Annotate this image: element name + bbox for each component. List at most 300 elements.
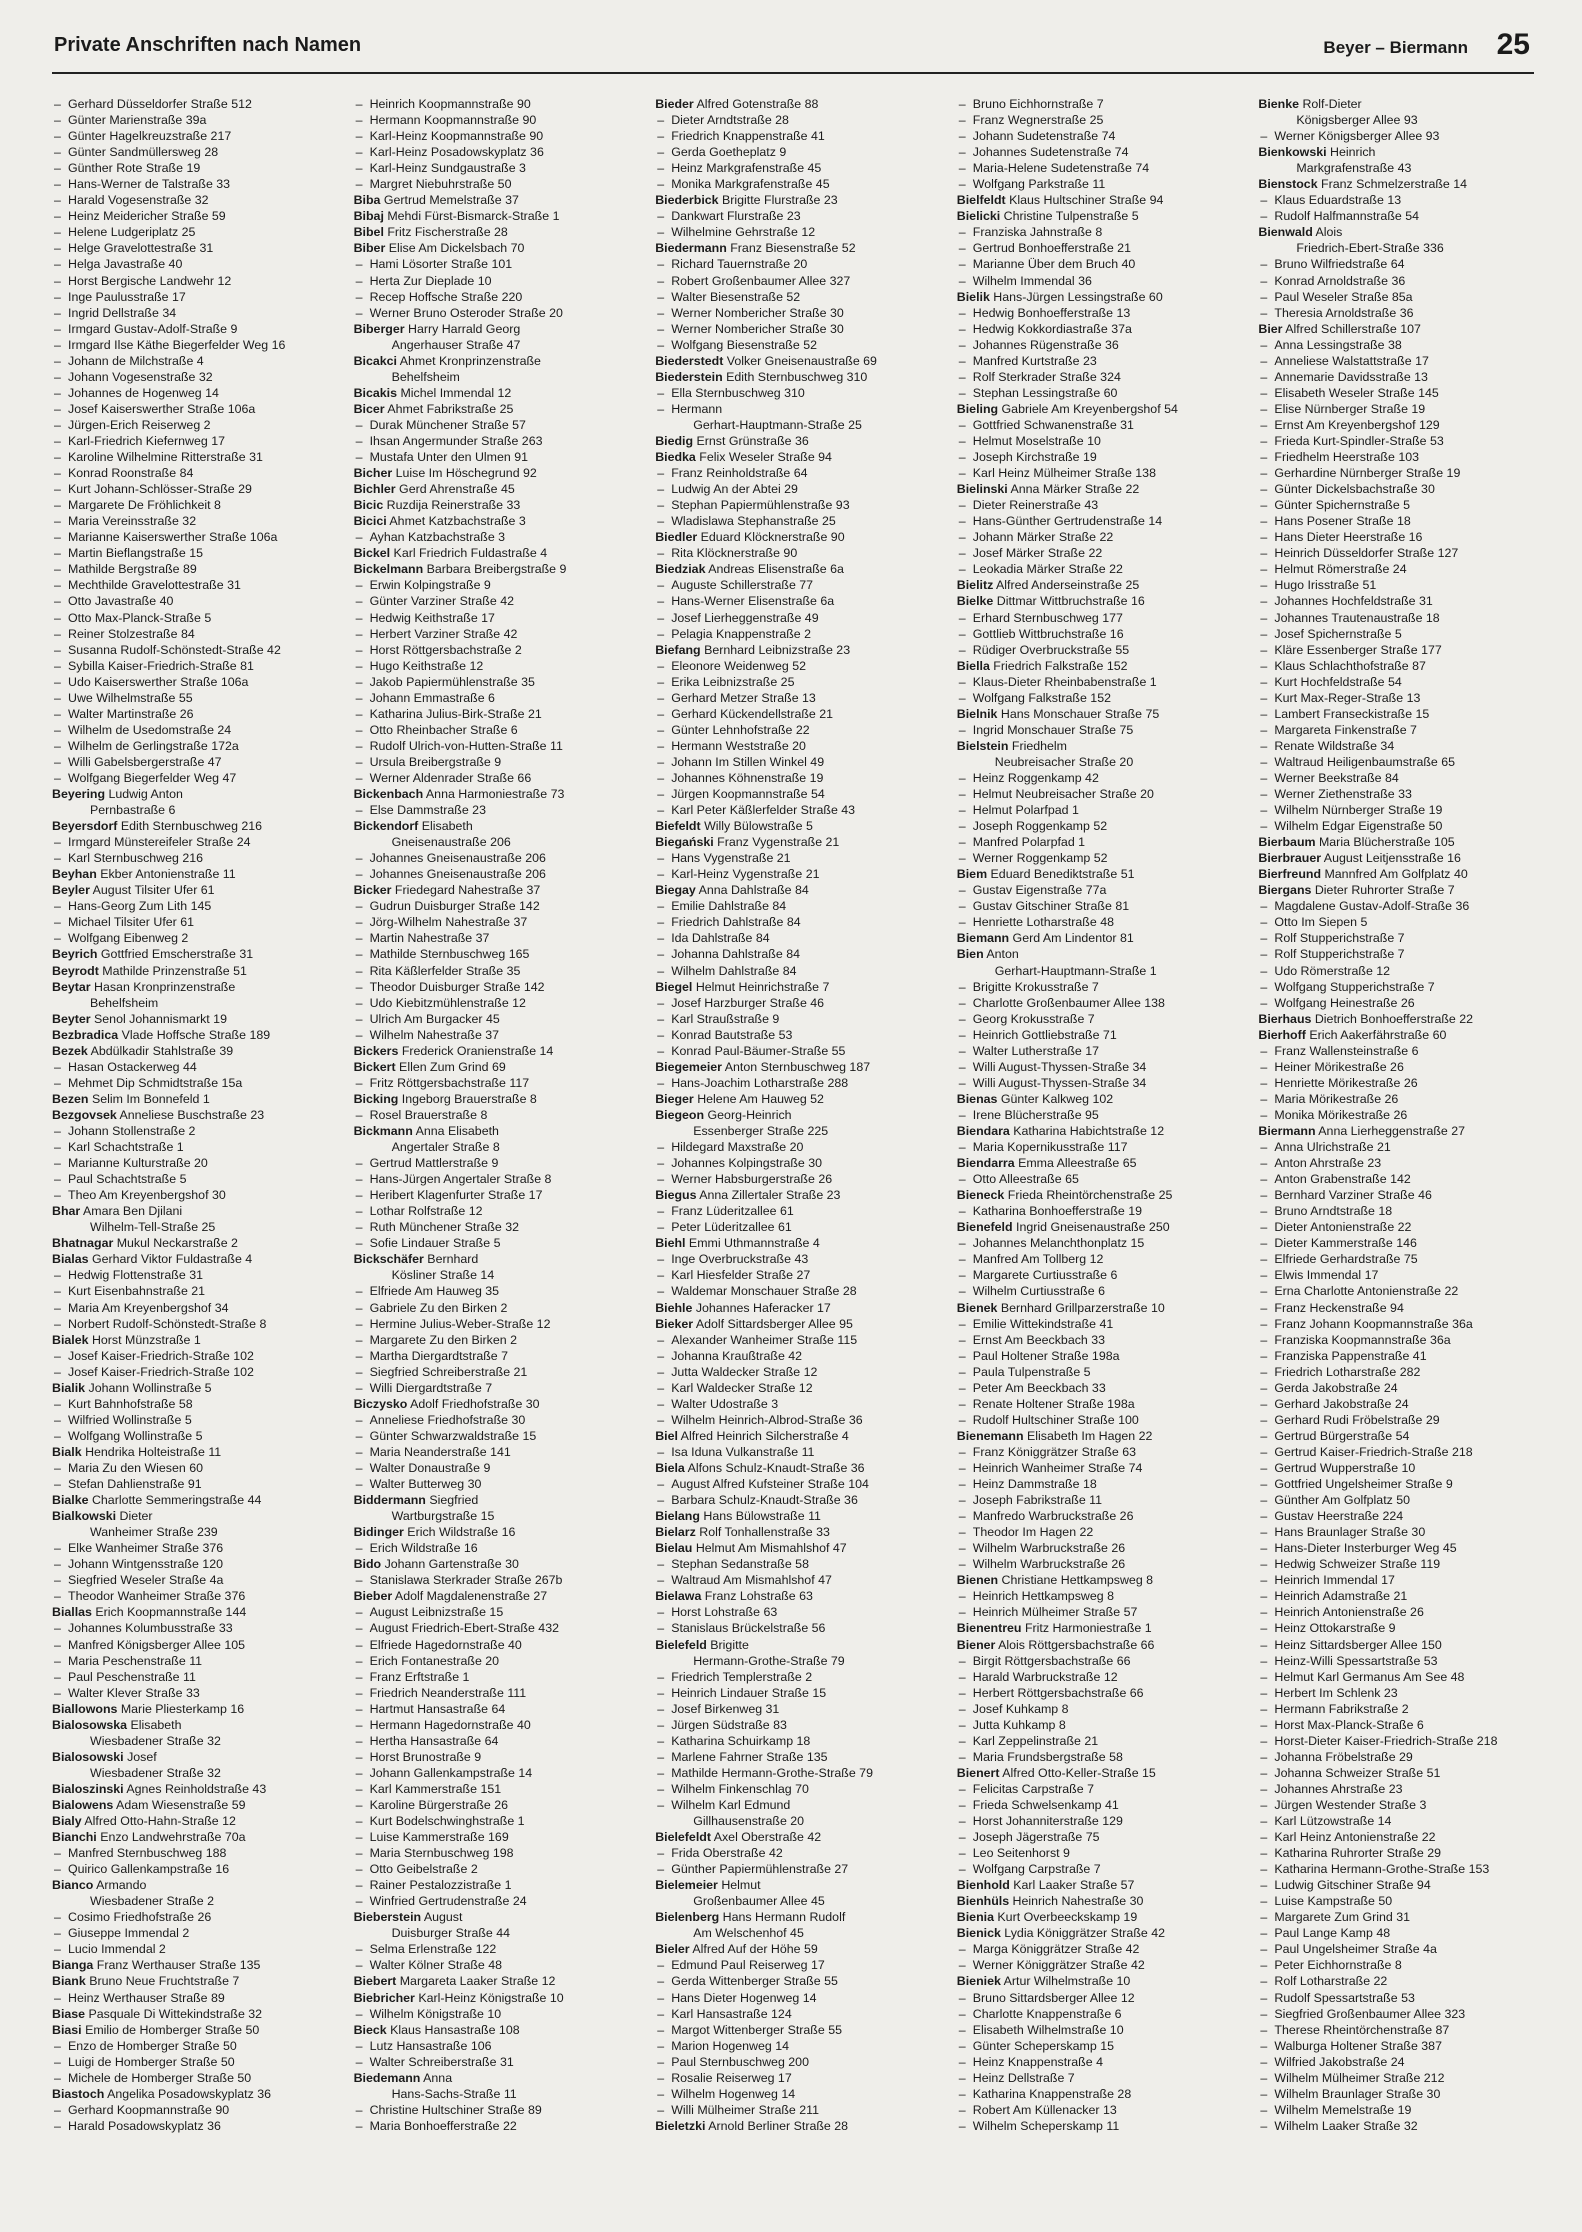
listing-entry (957, 1781, 1239, 1797)
entry-text: Ingrid Dellstraße 34 (68, 305, 177, 320)
listing-entry (957, 1524, 1239, 1540)
entry-text: Hedwig Bonhoefferstraße 13 (972, 305, 1131, 320)
surname: Bianco (52, 1878, 94, 1893)
surname: Bielicki (956, 209, 1001, 224)
surname-entry (52, 1027, 334, 1043)
surname-entry (354, 545, 636, 561)
listing-entry (52, 1348, 334, 1364)
surname: Bickenbach (353, 787, 424, 802)
entry-text: Bruno Neue Fruchtstraße 7 (85, 1974, 240, 1989)
surname: Bezen (52, 1091, 89, 1106)
listing-entry (957, 1797, 1239, 1813)
entry-text: Heinz Dellstraße 7 (972, 2070, 1075, 2085)
entry-text: Anna Zillertaler Straße 23 (696, 1188, 841, 1203)
entry-text: Willi Mülheimer Straße 211 (671, 2102, 819, 2117)
listing-entry (354, 2102, 636, 2118)
listing-entry (354, 1604, 636, 1620)
entry-text: Katharina Schuirkamp 18 (671, 1733, 811, 1748)
surname-entry (52, 1797, 334, 1813)
entry-text: Robert Am Küllenacker 13 (972, 2102, 1117, 2117)
entry-text: Karl-Heinz Posadowskyplatz 36 (369, 145, 544, 160)
entry-text: Luigi de Homberger Straße 50 (68, 2054, 235, 2069)
entry-text: Uwe Wilhelmstraße 55 (68, 690, 193, 705)
entry-text: Heinrich Antonienstraße 26 (1274, 1605, 1424, 1620)
listing-entry (655, 770, 937, 786)
listing-entry (354, 1155, 636, 1171)
entry-text: Klaus-Dieter Rheinbabenstraße 1 (972, 674, 1157, 689)
listing-entry (354, 898, 636, 914)
entry-text: Fritz Röttgersbachstraße 117 (369, 1075, 530, 1090)
entry-text: Frieda Kurt-Spindler-Straße 53 (1274, 433, 1444, 448)
entry-text: Ekber Antonienstraße 11 (96, 867, 236, 882)
surname-entry (957, 1925, 1239, 1941)
listing-entry (354, 289, 636, 305)
listing-entry (957, 240, 1239, 256)
surname: Beytar (52, 979, 91, 994)
listing-entry (655, 305, 937, 321)
entry-text: Emmi Uthmannstraße 4 (685, 1236, 820, 1251)
entry-text: Harald Vogesenstraße 32 (68, 193, 209, 208)
surname: Biedler (655, 530, 698, 545)
surname: Bialik (52, 1380, 86, 1395)
entry-text: Werner Bruno Osteroder Straße 20 (369, 305, 563, 320)
listing-entry (52, 96, 334, 112)
listing-entry (655, 610, 937, 626)
listing-entry (957, 1701, 1239, 1717)
surname-entry (52, 1813, 334, 1829)
listing-entry (1258, 1348, 1540, 1364)
entry-text: Franziska Koopmannstraße 36a (1274, 1332, 1451, 1347)
listing-entry (655, 160, 937, 176)
listing-entry (1258, 1332, 1540, 1348)
entry-text: Margret Niebuhrstraße 50 (369, 177, 512, 192)
address-continuation (655, 1653, 937, 1669)
entry-text: Franz Werthauser Straße 135 (93, 1958, 261, 1973)
entry-text: Franziska Pappenstraße 41 (1274, 1348, 1427, 1363)
entry-text: Hans-Werner Elisenstraße 6a (671, 594, 835, 609)
entry-text: Wilhelm Immendal 36 (972, 273, 1092, 288)
listing-entry (52, 481, 334, 497)
surname-entry (957, 1155, 1239, 1171)
entry-text: Hans Dieter Hogenweg 14 (671, 1990, 817, 2005)
surname-entry (655, 1829, 937, 1845)
entry-text: Monika Mörikestraße 26 (1274, 1107, 1408, 1122)
listing-entry (655, 1396, 937, 1412)
entry-text: Waltraud Heiligenbaumstraße 65 (1274, 754, 1456, 769)
listing-entry (1258, 770, 1540, 786)
surname: Bialek (52, 1332, 89, 1347)
entry-text: Otto Geibelstraße 2 (369, 1862, 478, 1877)
surname: Bienwald (1258, 225, 1313, 240)
surname: Beyter (52, 1011, 91, 1026)
entry-text: Karl Laaker Straße 57 (1009, 1878, 1135, 1893)
listing-entry (957, 1316, 1239, 1332)
entry-text: Ludwig Anton (105, 787, 183, 802)
listing-entry (1258, 1813, 1540, 1829)
listing-entry (1258, 1316, 1540, 1332)
listing-entry (354, 1781, 636, 1797)
listing-entry (957, 1444, 1239, 1460)
entry-text: Irene Blücherstraße 95 (972, 1107, 1099, 1122)
entry-text: Herbert Varziner Straße 42 (369, 626, 518, 641)
entry-text: Joseph Jägerstraße 75 (972, 1830, 1100, 1845)
surname-entry (52, 1043, 334, 1059)
entry-text: Udo Römerstraße 12 (1274, 963, 1391, 978)
entry-text: Hasan Ostackerweg 44 (68, 1059, 197, 1074)
entry-text: Wilhelm de Usedomstraße 24 (68, 722, 232, 737)
listing-entry (354, 1107, 636, 1123)
entry-text: Elisabeth (127, 1717, 182, 1732)
surname: Biczysko (353, 1396, 408, 1411)
listing-entry (1258, 1572, 1540, 1588)
listing-entry (354, 690, 636, 706)
listing-entry (52, 417, 334, 433)
surname-entry (354, 1556, 636, 1572)
listing-entry (957, 1685, 1239, 1701)
listing-entry (52, 433, 334, 449)
entry-text: Willi Diergardtstraße 7 (369, 1380, 493, 1395)
surname-entry (957, 401, 1239, 417)
surname-entry (655, 192, 937, 208)
listing-entry (354, 706, 636, 722)
listing-entry (354, 2054, 636, 2070)
listing-entry (957, 1717, 1239, 1733)
listing-entry (52, 369, 334, 385)
entry-text: Heinrich Mülheimer Straße 57 (972, 1605, 1138, 1620)
listing-entry (655, 995, 937, 1011)
listing-entry (957, 1957, 1239, 1973)
entry-text: Karl Hansastraße 124 (671, 2006, 792, 2021)
listing-entry (655, 1283, 937, 1299)
entry-text: Marie Pliesterkamp 16 (117, 1701, 245, 1716)
entry-text: Rudolf Halfmannstraße 54 (1274, 209, 1420, 224)
listing-entry (354, 642, 636, 658)
entry-text: Wilhelm Nürnberger Straße 19 (1274, 803, 1443, 818)
listing-entry (1258, 208, 1540, 224)
surname: Bienke (1258, 97, 1300, 111)
address-continuation (655, 1123, 937, 1139)
listing-entry (957, 1107, 1239, 1123)
entry-text: Inge Overbruckstraße 43 (671, 1252, 809, 1267)
listing-entry (52, 1139, 334, 1155)
listing-entry (354, 593, 636, 609)
entry-text: Maria Bonhoefferstraße 22 (369, 2118, 517, 2133)
surname: Biallowons (52, 1701, 118, 1716)
surname-entry (52, 1508, 334, 1524)
listing-entry (1258, 1444, 1540, 1460)
listing-entry (655, 513, 937, 529)
entry-text: Ayhan Katzbachstraße 3 (369, 530, 506, 545)
entry-text: Ruzdija Reinerstraße 33 (383, 498, 521, 513)
entry-text: Wilhelm Braunlager Straße 30 (1274, 2086, 1441, 2101)
entry-text: Sybilla Kaiser-Friedrich-Straße 81 (68, 658, 254, 673)
listing-entry (354, 96, 636, 112)
entry-text: Marion Hogenweg 14 (671, 2038, 789, 2053)
entry-text: Franz Wallensteinstraße 6 (1274, 1043, 1419, 1058)
surname-entry (957, 1637, 1239, 1653)
listing-entry (1258, 433, 1540, 449)
entry-text: Wilhelm Curtiusstraße 6 (972, 1284, 1105, 1299)
entry-text: Josef Kaiser-Friedrich-Straße 102 (68, 1348, 254, 1363)
surname-entry (655, 1637, 937, 1653)
entry-text: Karl Heinz Mülheimer Straße 138 (972, 466, 1156, 481)
entry-text: Erich Aakerfährstraße 60 (1305, 1027, 1447, 1042)
entry-text: Henriette Mörikestraße 26 (1274, 1075, 1418, 1090)
surname: Bicic (353, 498, 384, 513)
entry-text: Wolfgang Eibenweg 2 (68, 931, 189, 946)
surname: Biehl (655, 1236, 686, 1251)
surname: Biebricher (353, 1990, 415, 2005)
listing-entry (655, 850, 937, 866)
entry-text: Willi August-Thyssen-Straße 34 (972, 1075, 1147, 1090)
listing-entry (655, 1267, 937, 1283)
entry-text: Edith Sternbuschweg 310 (722, 369, 868, 384)
surname: Bielemeier (655, 1878, 718, 1893)
entry-text: Gerhart-Hauptmann-Straße 1 (994, 963, 1157, 978)
entry-text: Werner Ziethenstraße 33 (1274, 787, 1412, 802)
listing-entry (354, 610, 636, 626)
entry-text: Rudolf Spessartstraße 53 (1274, 1990, 1415, 2005)
listing-entry (957, 1508, 1239, 1524)
entry-text: Enzo de Homberger Straße 50 (68, 2038, 237, 2053)
listing-entry (1258, 401, 1540, 417)
surname-entry (1258, 321, 1540, 337)
entry-text: Artur Wilhelmstraße 10 (1000, 1974, 1131, 1989)
listing-entry (655, 1203, 937, 1219)
surname: Bielfeldt (956, 193, 1006, 208)
surname-entry (957, 866, 1239, 882)
listing-entry (957, 802, 1239, 818)
listing-entry (957, 1075, 1239, 1091)
entry-text: Anton Grabenstraße 142 (1274, 1172, 1411, 1187)
surname: Bibel (353, 225, 384, 240)
listing-entry (52, 273, 334, 289)
surname-entry (354, 882, 636, 898)
entry-text: Siegfried Schreiberstraße 21 (369, 1364, 528, 1379)
entry-text: Frederick Oranienstraße 14 (398, 1043, 554, 1058)
listing-entry (655, 1492, 937, 1508)
surname: Bienek (956, 1300, 998, 1315)
entry-text: Bruno Eichhornstraße 7 (972, 97, 1104, 111)
listing-entry (655, 2086, 937, 2102)
surname-entry (1258, 176, 1540, 192)
listing-entry (957, 1412, 1239, 1428)
surname-entry (354, 497, 636, 513)
listing-entry (957, 337, 1239, 353)
listing-entry (1258, 1781, 1540, 1797)
entry-text: Siegfried (425, 1493, 479, 1508)
entry-text: Horst Münzstraße 1 (88, 1332, 201, 1347)
listing-entry (354, 1460, 636, 1476)
entry-text: Horst Röttgersbachstraße 2 (369, 642, 522, 657)
entry-text: Richard Tauernstraße 20 (671, 257, 808, 272)
listing-entry (52, 128, 334, 144)
entry-text: Lutz Hansastraße 106 (369, 2038, 492, 2053)
listing-entry (1258, 1283, 1540, 1299)
listing-entry (1258, 1845, 1540, 1861)
surname-entry (52, 2086, 334, 2102)
listing-entry (354, 1733, 636, 1749)
listing-entry (655, 1717, 937, 1733)
entry-text: Maria Zu den Wiesen 60 (68, 1460, 203, 1475)
surname-entry (957, 1620, 1239, 1636)
entry-text: Rolf Sterkrader Straße 324 (972, 369, 1121, 384)
entry-text: Volker Gneisenaustraße 69 (723, 353, 877, 368)
entry-text: Dittmar Wittbruchstraße 16 (993, 594, 1145, 609)
listing-entry (354, 529, 636, 545)
page-number: 25 (1496, 28, 1530, 61)
entry-text: Wilhelm-Tell-Straße 25 (90, 1220, 216, 1235)
listing-entry (957, 1829, 1239, 1845)
listing-entry (655, 1973, 937, 1989)
listing-entry (52, 658, 334, 674)
entry-text: Inge Paulusstraße 17 (68, 289, 186, 304)
listing-entry (354, 1669, 636, 1685)
entry-text: Wolfgang Heinestraße 26 (1274, 995, 1415, 1010)
listing-entry (655, 1701, 937, 1717)
address-continuation (354, 1508, 636, 1524)
listing-entry (957, 497, 1239, 513)
entry-text: Harald Posadowskyplatz 36 (68, 2118, 221, 2133)
entry-text: Michael Tilsiter Ufer 61 (68, 915, 195, 930)
listing-entry (655, 465, 937, 481)
listing-entry (354, 1364, 636, 1380)
listing-entry (354, 914, 636, 930)
entry-text: Wanheimer Straße 239 (90, 1525, 218, 1540)
entry-text: Johann Stollenstraße 2 (68, 1124, 196, 1138)
listing-entry (1258, 289, 1540, 305)
entry-text: Franz Johann Koopmannstraße 36a (1274, 1316, 1473, 1331)
entry-text: Konrad Roonstraße 84 (68, 466, 194, 481)
surname: Biehle (655, 1300, 693, 1315)
surname: Bialke (52, 1493, 89, 1508)
listing-entry (957, 273, 1239, 289)
listing-entry (655, 256, 937, 272)
entry-text: Hertha Hansastraße 64 (369, 1733, 499, 1748)
surname-entry (52, 818, 334, 834)
entry-text: Maria Blücherstraße 105 (1315, 835, 1455, 850)
entry-text: Georg-Heinrich (704, 1107, 792, 1122)
entry-text: Karl Peter Käßlerfelder Straße 43 (671, 803, 856, 818)
surname-entry (957, 706, 1239, 722)
entry-text: Anna (420, 2070, 453, 2085)
listing-entry (655, 674, 937, 690)
listing-entry (957, 1941, 1239, 1957)
entry-text: Maria Vereinsstraße 32 (68, 514, 197, 529)
entry-text: Manfred Sternbuschweg 188 (68, 1846, 227, 1861)
listing-entry (52, 353, 334, 369)
surname: Bierhoff (1258, 1027, 1306, 1042)
entry-text: Stefan Dahlienstraße 91 (68, 1477, 202, 1492)
listing-entry (957, 1733, 1239, 1749)
listing-entry (957, 1139, 1239, 1155)
listing-entry (655, 1845, 937, 1861)
listing-entry (354, 1476, 636, 1492)
listing-entry (52, 690, 334, 706)
entry-text: Vlade Hoffsche Straße 189 (118, 1027, 271, 1042)
surname-entry (52, 866, 334, 882)
listing-entry (1258, 610, 1540, 626)
entry-text: Gneisenaustraße 206 (391, 835, 511, 850)
listing-entry (1258, 1396, 1540, 1412)
listing-entry (655, 1861, 937, 1877)
surname-entry (354, 1524, 636, 1540)
entry-text: Kurt Bodelschwinghstraße 1 (369, 1814, 525, 1829)
entry-text: Ingrid Monschauer Straße 75 (972, 722, 1134, 737)
address-continuation (354, 369, 636, 385)
entry-text: Gertrud Memelstraße 37 (380, 193, 519, 208)
directory-column-1 (52, 96, 334, 2216)
entry-text: Wilhelm Hogenweg 14 (671, 2086, 796, 2101)
entry-text: Elise Am Dickelsbach 70 (385, 241, 525, 256)
entry-text: Ida Dahlstraße 84 (671, 931, 770, 946)
surname-entry (655, 1460, 937, 1476)
surname-entry (52, 1011, 334, 1027)
listing-entry (354, 995, 636, 1011)
listing-entry (354, 674, 636, 690)
listing-entry (655, 1171, 937, 1187)
entry-text: Edmund Paul Reiserweg 17 (671, 1958, 825, 1973)
listing-entry (1258, 995, 1540, 1011)
listing-entry (1258, 1171, 1540, 1187)
listing-entry (52, 305, 334, 321)
entry-text: Ahmet Kronprinzenstraße (397, 353, 541, 368)
listing-entry (957, 128, 1239, 144)
surname: Biasi (52, 2022, 82, 2037)
listing-entry (957, 1027, 1239, 1043)
listing-entry (354, 1941, 636, 1957)
entry-text: Armando (93, 1878, 147, 1893)
entry-text: Edith Sternbuschweg 216 (117, 819, 263, 834)
entry-text: Wolfgang Biesenstraße 52 (671, 337, 817, 352)
listing-entry (354, 866, 636, 882)
entry-text: Johannes Kolumbusstraße 33 (68, 1621, 233, 1636)
entry-text: Karl-Heinz Vygenstraße 21 (671, 867, 820, 882)
listing-entry (354, 1412, 636, 1428)
listing-entry (957, 1556, 1239, 1572)
listing-entry (957, 995, 1239, 1011)
entry-text: Joseph Roggenkamp 52 (972, 819, 1108, 834)
entry-text: Christine Hultschiner Straße 89 (369, 2102, 542, 2117)
surname: Bierhaus (1258, 1011, 1312, 1026)
surname-entry (354, 481, 636, 497)
entry-text: Franz Vygenstraße 21 (713, 835, 840, 850)
surname: Bielarz (655, 1525, 696, 1540)
entry-text: Maria Mörikestraße 26 (1274, 1091, 1399, 1106)
address-continuation (52, 1733, 334, 1749)
entry-text: Maria Kopernikusstraße 117 (972, 1140, 1128, 1155)
surname: Beyersdorf (52, 819, 118, 834)
entry-text: Lothar Rolfstraße 12 (369, 1204, 483, 1219)
entry-text: Markgrafenstraße 43 (1296, 161, 1412, 176)
listing-entry (655, 1765, 937, 1781)
listing-entry (354, 1027, 636, 1043)
entry-text: Horst Brunostraße 9 (369, 1749, 482, 1764)
entry-text: Heinrich Nahestraße 30 (1009, 1894, 1144, 1909)
surname: Bienentreu (956, 1621, 1022, 1636)
entry-text: Karl-Heinz Koopmannstraße 90 (369, 129, 544, 144)
entry-text: Margot Wittenberger Straße 55 (671, 2022, 842, 2037)
listing-entry (957, 433, 1239, 449)
listing-entry (1258, 561, 1540, 577)
surname-entry (354, 353, 636, 369)
surname: Bialosowska (52, 1717, 128, 1732)
listing-entry (957, 818, 1239, 834)
listing-entry (957, 674, 1239, 690)
listing-entry (354, 930, 636, 946)
entry-text: Gustav Heerstraße 224 (1274, 1509, 1404, 1524)
entry-text: Rolf Tonhallenstraße 33 (695, 1525, 830, 1540)
